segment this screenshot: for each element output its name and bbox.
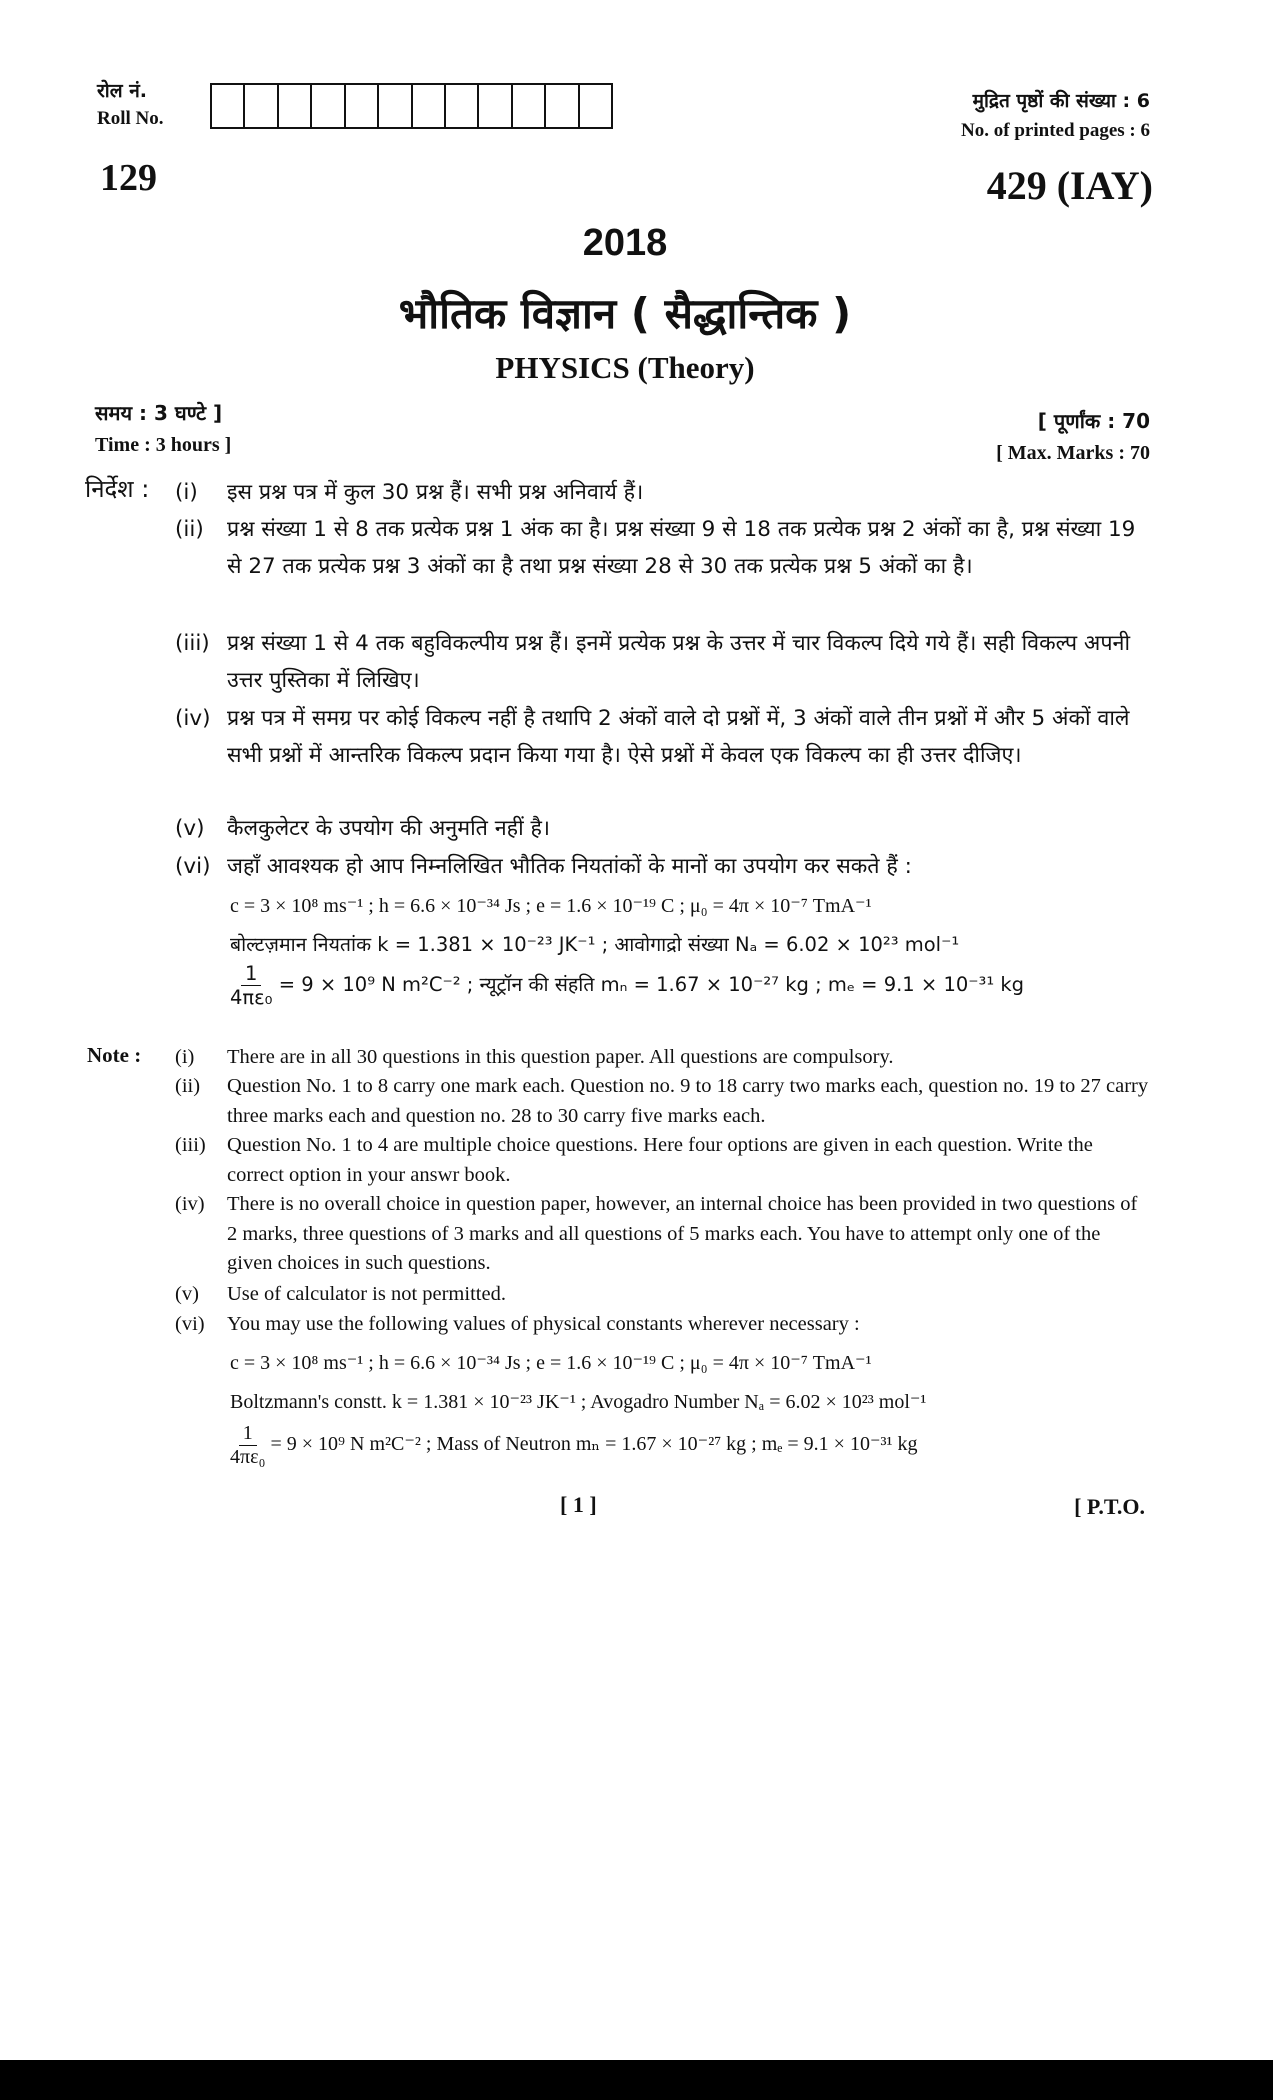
- note-text: You may use the following values of physical constants wherever necessary :: [227, 1313, 860, 1335]
- roll-digit-box[interactable]: [546, 85, 579, 127]
- instruction-text: प्रश्न संख्या 1 से 4 तक बहुविकल्पीय प्रश्न हैं। इनमें प्रत्येक प्रश्न के उत्तर में चार विकल्प दिये गये हैं। सही विकल्प अपनी उत्तर पुस्तिका में लिखिए।: [227, 631, 1131, 693]
- instruction-number: (iv): [175, 706, 211, 731]
- instruction-number: (vi): [175, 854, 211, 879]
- fraction: [230, 1422, 265, 1469]
- note-number: (iii): [175, 1134, 206, 1156]
- max-marks-label: [996, 405, 1150, 469]
- instruction-text: कैलकुलेटर के उपयोग की अनुमति नहीं है।: [227, 816, 551, 841]
- instructions-heading-hi: निर्देश :: [85, 475, 150, 503]
- note-number: (iv): [175, 1193, 205, 1215]
- note-text: There are in all 30 questions in this question paper. All questions are compulsory.: [227, 1046, 894, 1068]
- roll-number-boxes[interactable]: [210, 83, 613, 129]
- paper-serial-code: 129: [100, 157, 157, 199]
- printed-pages-en: No. of printed pages : 6: [961, 120, 1150, 141]
- roll-digit-box[interactable]: [312, 85, 345, 127]
- roll-digit-box[interactable]: [479, 85, 512, 127]
- instruction-number: (v): [175, 816, 205, 841]
- note-text: There is no overall choice in question paper, however, an internal choice has been provided in two questions of 2 marks, three questions of 3 marks and all questions of 5 marks each. You have to attempt only one of the given choices in such questions.: [227, 1193, 1138, 1274]
- note-item: [175, 1043, 1150, 1073]
- roll-number-label-en: Roll No.: [97, 108, 164, 129]
- note-number: (vi): [175, 1313, 205, 1335]
- fraction: [230, 962, 273, 1009]
- note-number: (i): [175, 1046, 195, 1068]
- instruction-item: [175, 625, 1150, 699]
- instruction-item: [175, 700, 1150, 774]
- instruction-number: (iii): [175, 631, 210, 656]
- time-label-hi: समय : 3 घण्टे ]: [95, 401, 223, 425]
- paper-code: 429 (IAY): [986, 163, 1153, 208]
- constants-line: c = 3 × 10⁸ ms⁻¹ ; h = 6.6 × 10⁻³⁴ Js ; e = 1.6 × 10⁻¹⁹ C ; μ₀ = 4π × 10⁻⁷ TmA⁻¹: [230, 895, 872, 917]
- constants-line: बोल्टज़मान नियतांक k = 1.381 × 10⁻²³ JK⁻¹ ; आवोगाद्रो संख्या Nₐ = 6.02 × 10²³ mol⁻¹: [230, 933, 960, 956]
- note-text: Use of calculator is not permitted.: [227, 1283, 506, 1305]
- subject-title-en: PHYSICS (Theory): [495, 350, 755, 385]
- time-label: [95, 397, 231, 461]
- note-text: Question No. 1 to 8 carry one mark each. Question no. 9 to 18 carry two marks each, question no. 19 to 27 carry three marks each and question no. 28 to 30 carry five marks each.: [227, 1075, 1149, 1127]
- note-item: [175, 1131, 1150, 1190]
- roll-digit-box[interactable]: [379, 85, 412, 127]
- instruction-item: [175, 810, 1150, 847]
- printed-pages-hi: मुद्रित पृष्ठों की संख्या : 6: [972, 90, 1150, 112]
- instruction-number: (ii): [175, 517, 204, 542]
- instruction-text: जहाँ आवश्यक हो आप निम्नलिखित भौतिक नियतांकों के मानों का उपयोग कर सकते हैं :: [227, 854, 912, 879]
- roll-digit-box[interactable]: [279, 85, 312, 127]
- constants-line-fraction: [230, 1422, 918, 1469]
- note-text: Question No. 1 to 4 are multiple choice questions. Here four options are given in each question. Write the correct option in your answr book.: [227, 1134, 1093, 1186]
- fraction-numerator: 1: [241, 962, 261, 986]
- roll-digit-box[interactable]: [212, 85, 245, 127]
- note-item: [175, 1190, 1150, 1279]
- max-marks-hi: [ पूर्णांक : 70: [1037, 409, 1150, 433]
- instruction-text: प्रश्न पत्र में समग्र पर कोई विकल्प नहीं है तथापि 2 अंकों वाले दो प्रश्नों में, 3 अंकों वाले तीन प्रश्नों में और 5 अंकों वाले सभी प्रश्नों में आन्तरिक विकल्प प्रदान किया गया है। ऐसे प्रश्नों में केवल एक विकल्प का ही उत्तर दीजिए।: [227, 706, 1130, 768]
- note-item: [175, 1310, 1150, 1340]
- page-number: [ 1 ]: [560, 1492, 597, 1517]
- instruction-number: (i): [175, 480, 198, 505]
- instruction-text: प्रश्न संख्या 1 से 8 तक प्रत्येक प्रश्न 1 अंक का है। प्रश्न संख्या 9 से 18 तक प्रत्येक प्रश्न 2 अंकों का है, प्रश्न संख्या 19 से 27 तक प्रत्येक प्रश्न 3 अंकों का है तथा प्रश्न संख्या 28 से 30 तक प्रत्येक प्रश्न 5 अंकों का है।: [227, 517, 1136, 579]
- constants-line-fraction: [230, 962, 1024, 1009]
- roll-digit-box[interactable]: [413, 85, 446, 127]
- roll-number-label: [97, 78, 164, 132]
- printed-pages-label: [961, 86, 1150, 146]
- instruction-text: इस प्रश्न पत्र में कुल 30 प्रश्न हैं। सभी प्रश्न अनिवार्य हैं।: [227, 480, 644, 505]
- note-number: (ii): [175, 1075, 201, 1097]
- instruction-item: [175, 512, 1150, 585]
- instruction-item: [175, 474, 1150, 511]
- max-marks-en: [ Max. Marks : 70: [996, 442, 1150, 464]
- roll-digit-box[interactable]: [513, 85, 546, 127]
- roll-digit-box[interactable]: [580, 85, 611, 127]
- roll-number-label-hi: रोल नं.: [97, 80, 147, 102]
- fraction-denominator: 4πε₀: [230, 1446, 266, 1468]
- roll-digit-box[interactable]: [245, 85, 278, 127]
- roll-digit-box[interactable]: [446, 85, 479, 127]
- constants-text: = 9 × 10⁹ N m²C⁻² ; न्यूट्रॉन की संहति mₙ = 1.67 × 10⁻²⁷ kg ; mₑ = 9.1 × 10⁻³¹ kg: [278, 973, 1025, 996]
- note-item: [175, 1280, 1150, 1310]
- subject-title-hi: भौतिक विज्ञान ( सैद्धान्तिक ): [398, 289, 852, 338]
- note-item: [175, 1072, 1150, 1131]
- constants-line: Boltzmann's constt. k = 1.381 × 10⁻²³ JK⁻¹ ; Avogadro Number Nₐ = 6.02 × 10²³ mol⁻¹: [230, 1391, 927, 1413]
- time-label-en: Time : 3 hours ]: [95, 434, 232, 456]
- exam-year: 2018: [582, 222, 668, 264]
- constants-line: c = 3 × 10⁸ ms⁻¹ ; h = 6.6 × 10⁻³⁴ Js ; e = 1.6 × 10⁻¹⁹ C ; μ₀ = 4π × 10⁻⁷ TmA⁻¹: [230, 1352, 872, 1374]
- roll-digit-box[interactable]: [346, 85, 379, 127]
- pto-label: [ P.T.O.: [1074, 1494, 1145, 1519]
- fraction-numerator: 1: [239, 1422, 257, 1446]
- scan-bottom-border: [0, 2060, 1273, 2100]
- instruction-item: [175, 848, 1150, 885]
- note-heading-en: Note :: [87, 1043, 142, 1067]
- note-number: (v): [175, 1283, 199, 1305]
- constants-text: = 9 × 10⁹ N m²C⁻² ; Mass of Neutron mₙ = 1.67 × 10⁻²⁷ kg ; mₑ = 9.1 × 10⁻³¹ kg: [270, 1433, 918, 1456]
- fraction-denominator: 4πε₀: [230, 986, 273, 1009]
